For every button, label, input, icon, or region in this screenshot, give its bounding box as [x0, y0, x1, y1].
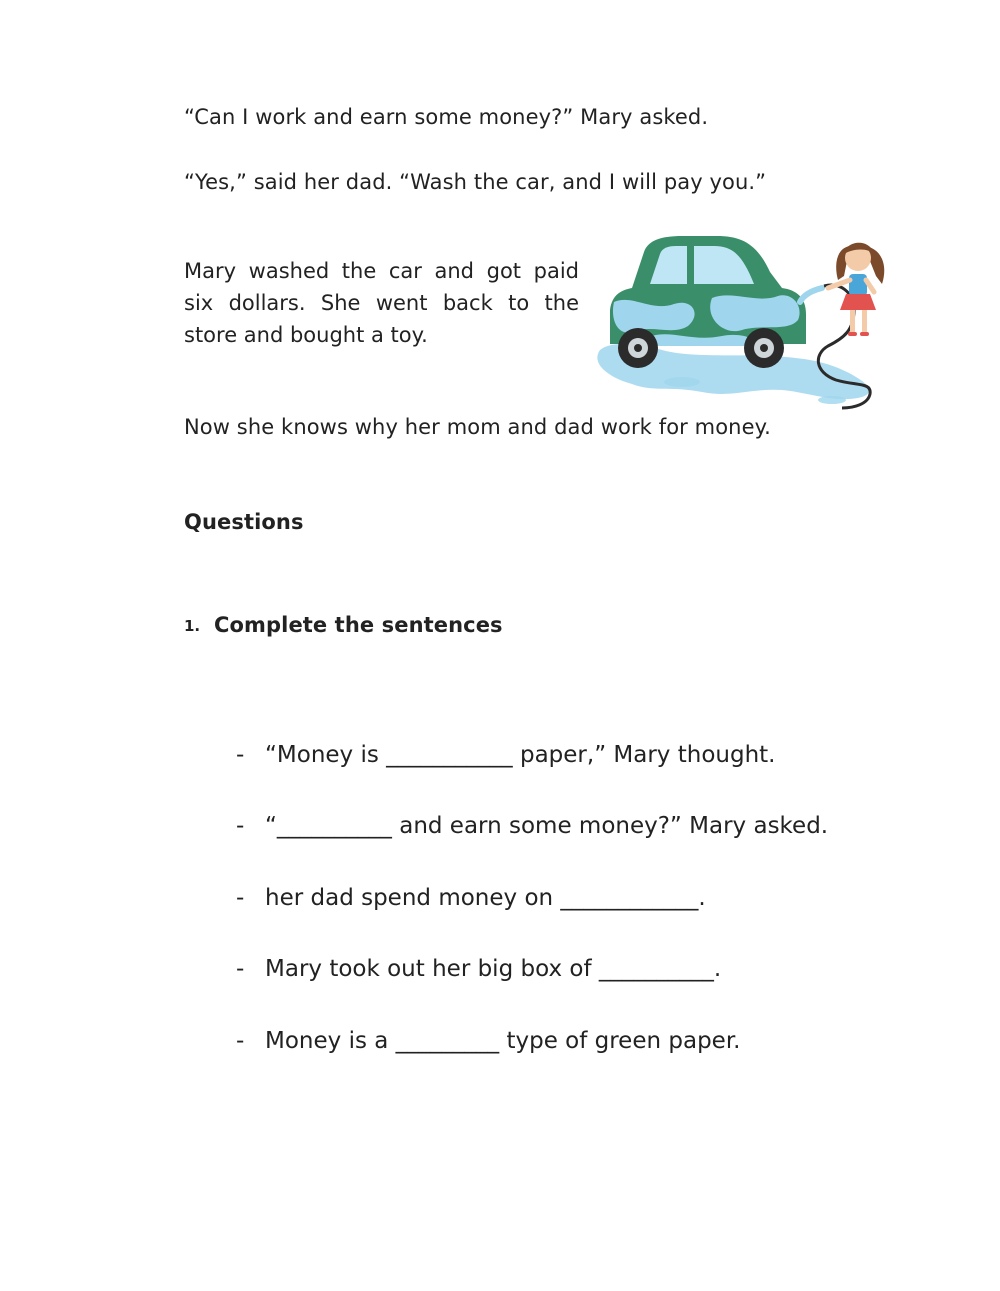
- sentence-5: Money is a _________ type of green paper.: [265, 1028, 741, 1054]
- question-number: 1.: [184, 617, 201, 635]
- story-line-3: Now she knows why her mom and dad work for money.: [184, 415, 771, 439]
- car: [610, 236, 806, 368]
- bullet-dash: -: [236, 813, 245, 839]
- bullet-dash: -: [236, 742, 245, 768]
- story-paragraph: Mary washed the car and got paid six dollars. She went back to the store and bought a toy.: [184, 259, 579, 347]
- sentence-3: her dad spend money on ____________.: [265, 885, 706, 911]
- car-wash-illustration: [592, 232, 902, 412]
- story-line-1: “Can I work and earn some money?” Mary asked.: [184, 105, 709, 129]
- questions-heading: Questions: [184, 510, 304, 534]
- question-title: Complete the sentences: [214, 613, 503, 637]
- sentence-1: “Money is ___________ paper,” Mary thought.: [265, 742, 776, 768]
- girl-figure: [828, 243, 884, 336]
- sentence-4: Mary took out her big box of __________.: [265, 956, 722, 982]
- sentence-2: “__________ and earn some money?” Mary asked.: [265, 813, 829, 839]
- story-line-2: “Yes,” said her dad. “Wash the car, and I will pay you.”: [184, 170, 767, 194]
- bullet-dash: -: [236, 1028, 245, 1054]
- bullet-dash: -: [236, 885, 245, 911]
- bullet-dash: -: [236, 956, 245, 982]
- water-spray: [800, 288, 822, 302]
